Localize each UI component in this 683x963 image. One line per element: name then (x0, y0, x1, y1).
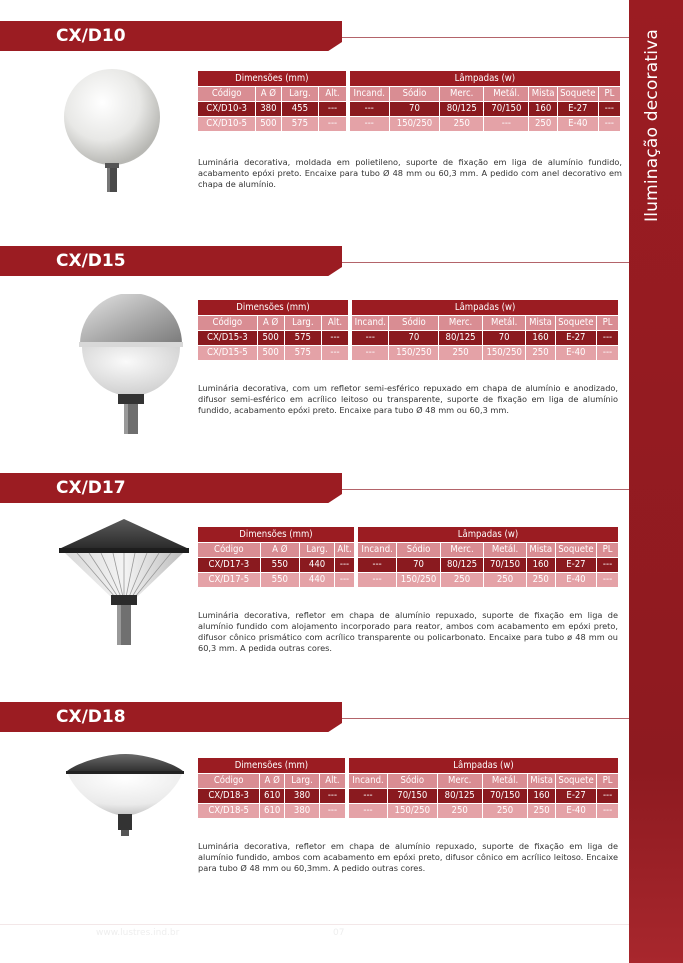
product-title: CX/D10 (56, 26, 126, 46)
cell: 160 (528, 788, 556, 803)
cell: 550 (260, 572, 299, 587)
product-description: Luminária decorativa, com um refletor semi-esférico repuxado em chapa de alumínio e anodizado, difusor semi-esférico em acrílico leitoso ou transparente, suporte de fixação em liga de alumínio fundido, acabamento epóxi preto. Encaixe para tubo Ø 48 mm ou 60,3 mm. (198, 383, 618, 415)
product-section-cx-d17 (0, 473, 629, 683)
cell: --- (320, 803, 346, 818)
col-header-codigo: Código (198, 542, 260, 557)
sidebar-title: Iluminação decorativa (642, 28, 662, 222)
cell: --- (597, 803, 619, 818)
col-header-width: Larg. (299, 542, 334, 557)
col-header-width: Larg. (284, 315, 321, 330)
cell: 380 (285, 803, 320, 818)
cell: 250 (440, 116, 484, 131)
col-header-pl: PL (597, 542, 619, 557)
col-header-incand: Incand. (352, 315, 389, 330)
cell: E-27 (556, 788, 597, 803)
cell: --- (348, 803, 387, 818)
col-header-mista: Mista (526, 542, 555, 557)
col-header-metal: Metál. (484, 542, 526, 557)
cell: --- (597, 557, 619, 572)
cell: --- (335, 557, 355, 572)
cell: --- (598, 116, 620, 131)
table-row (198, 116, 621, 131)
lamps-group-header: Lâmpadas (w) (349, 71, 620, 86)
cell: 455 (281, 101, 319, 116)
lamp-image-cone-prismatic (57, 517, 191, 645)
cell: CX/D15-3 (198, 330, 257, 345)
cell: --- (322, 330, 349, 345)
cell: --- (319, 116, 346, 131)
cell: 150/250 (388, 803, 437, 818)
cell: 575 (284, 330, 321, 345)
cell: 70/150 (388, 788, 437, 803)
cell: E-27 (555, 330, 597, 345)
banner-divider (342, 262, 629, 263)
col-header-incand: Incand. (348, 773, 387, 788)
cell: --- (348, 788, 387, 803)
cell: 250 (526, 345, 555, 360)
col-header-height: Alt. (320, 773, 346, 788)
cell: 150/250 (389, 116, 439, 131)
cell: E-27 (557, 101, 598, 116)
product-section-cx-d18 (0, 702, 629, 902)
banner-divider (342, 37, 629, 38)
cell: E-27 (555, 557, 596, 572)
cell: --- (322, 345, 349, 360)
cell: 70/150 (482, 788, 527, 803)
col-header-width: Larg. (285, 773, 320, 788)
cell: 575 (284, 345, 321, 360)
lamp-image-globe (62, 65, 162, 197)
col-header-width: Larg. (281, 86, 319, 101)
cell: 380 (256, 101, 281, 116)
col-header-codigo: Código (198, 86, 256, 101)
cell: 550 (260, 557, 299, 572)
product-description: Luminária decorativa, refletor em chapa de alumínio repuxado, suporte de fixação em liga de alumínio fundido, ambos com acabamento em epóxi preto, difusor cônico em acrílico leitoso. Encaixe para tubo Ø 48 mm ou 60,3mm. A pedido outras cores. (198, 841, 618, 873)
cell: 150/250 (397, 572, 440, 587)
cell: --- (320, 788, 346, 803)
cell: 160 (526, 330, 555, 345)
product-banner (0, 246, 342, 276)
cell: 500 (257, 330, 284, 345)
cell: --- (597, 572, 619, 587)
cell: --- (598, 101, 620, 116)
col-header-soquete: Soquete (555, 542, 596, 557)
dimensions-group-header: Dimensões (mm) (198, 71, 346, 86)
product-section-cx-d10 (0, 21, 629, 221)
cell: --- (349, 116, 389, 131)
col-header-sodio: Sódio (388, 773, 437, 788)
col-header-diameter: A Ø (256, 86, 281, 101)
dimensions-group-header: Dimensões (mm) (198, 300, 349, 315)
page-number: 07 (333, 928, 345, 938)
lamps-group-header: Lâmpadas (w) (357, 527, 618, 542)
cell: --- (335, 572, 355, 587)
cell: 70/150 (484, 101, 529, 116)
cell: 150/250 (482, 345, 526, 360)
cell: --- (597, 330, 619, 345)
table-row (198, 345, 619, 360)
col-header-pl: PL (597, 315, 619, 330)
col-header-sodio: Sódio (389, 86, 439, 101)
col-header-incand: Incand. (349, 86, 389, 101)
col-header-sodio: Sódio (397, 542, 440, 557)
cell: E-40 (555, 572, 596, 587)
banner-divider (342, 718, 629, 719)
cell: CX/D17-3 (198, 557, 260, 572)
cell: --- (357, 557, 396, 572)
cell: 250 (437, 803, 482, 818)
table-row (198, 101, 621, 116)
cell: 80/125 (437, 788, 482, 803)
cell: 250 (529, 116, 557, 131)
col-header-metal: Metál. (482, 315, 526, 330)
table-row (198, 572, 619, 587)
cell: 70 (397, 557, 440, 572)
footer-divider (0, 924, 629, 925)
col-header-soquete: Soquete (556, 773, 597, 788)
col-header-pl: PL (597, 773, 619, 788)
col-header-mista: Mista (528, 773, 556, 788)
spec-table (198, 527, 619, 588)
dimensions-group-header: Dimensões (mm) (198, 527, 354, 542)
cell: --- (484, 116, 529, 131)
cell: 70 (389, 101, 439, 116)
cell: 160 (529, 101, 557, 116)
cell: CX/D18-3 (198, 788, 260, 803)
col-header-soquete: Soquete (557, 86, 598, 101)
col-header-diameter: A Ø (260, 773, 285, 788)
col-header-sodio: Sódio (389, 315, 439, 330)
product-banner (0, 473, 342, 503)
col-header-metal: Metál. (482, 773, 527, 788)
product-title: CX/D18 (56, 707, 126, 727)
table-row (198, 330, 619, 345)
cell: --- (597, 345, 619, 360)
col-header-height: Alt. (319, 86, 346, 101)
cell: --- (357, 572, 396, 587)
cell: 250 (482, 803, 527, 818)
cell: CX/D18-5 (198, 803, 260, 818)
cell: E-40 (556, 803, 597, 818)
product-description: Luminária decorativa, moldada em polietileno, suporte de fixação em liga de alumínio fundido, acabamento epóxi preto. Encaixe para tubo Ø 48 mm ou 60,3 mm. A pedido com anel decorativo em chapa de alumínio. (198, 157, 622, 189)
cell: 610 (260, 788, 285, 803)
col-header-merc: Merc. (440, 542, 483, 557)
product-title: CX/D17 (56, 478, 126, 498)
cell: 250 (439, 345, 483, 360)
cell: E-40 (555, 345, 597, 360)
dimensions-group-header: Dimensões (mm) (198, 758, 345, 773)
spec-table (198, 758, 619, 819)
cell: 380 (285, 788, 320, 803)
spec-table (198, 71, 621, 132)
cell: --- (352, 330, 389, 345)
cell: CX/D17-5 (198, 572, 260, 587)
cell: --- (352, 345, 389, 360)
lamps-group-header: Lâmpadas (w) (352, 300, 619, 315)
product-title: CX/D15 (56, 251, 126, 271)
cell: 150/250 (389, 345, 439, 360)
cell: 250 (484, 572, 526, 587)
cell: --- (319, 101, 346, 116)
col-header-incand: Incand. (357, 542, 396, 557)
lamp-image-cone-opal (64, 752, 186, 836)
cell: CX/D15-5 (198, 345, 257, 360)
col-header-diameter: A Ø (257, 315, 284, 330)
cell: 500 (257, 345, 284, 360)
cell: 250 (526, 572, 555, 587)
table-row (198, 557, 619, 572)
cell: 250 (440, 572, 483, 587)
product-banner (0, 702, 342, 732)
cell: CX/D10-3 (198, 101, 256, 116)
cell: 575 (281, 116, 319, 131)
table-row (198, 788, 619, 803)
col-header-diameter: A Ø (260, 542, 299, 557)
lamp-image-semisphere (76, 294, 186, 434)
cell: 70 (389, 330, 439, 345)
col-header-mista: Mista (526, 315, 555, 330)
col-header-codigo: Código (198, 315, 257, 330)
cell: 80/125 (440, 557, 483, 572)
cell: 250 (528, 803, 556, 818)
cell: --- (349, 101, 389, 116)
cell: 500 (256, 116, 281, 131)
product-banner (0, 21, 342, 51)
col-header-pl: PL (598, 86, 620, 101)
col-header-soquete: Soquete (555, 315, 597, 330)
col-header-merc: Merc. (440, 86, 484, 101)
cell: E-40 (557, 116, 598, 131)
cell: 160 (526, 557, 555, 572)
table-row (198, 803, 619, 818)
product-description: Luminária decorativa, refletor em chapa de alumínio repuxado, suporte de fixação em liga de alumínio fundido com alojamento incorporado para reator, ambos com acabamento em epóxi preto, difusor cônico prismático com acrílico transparente ou policarbonato. Encaixe para tubo ø 48 mm ou 60,3 mm. A pedida outras cores. (198, 610, 618, 653)
cell: 80/125 (440, 101, 484, 116)
cell: 80/125 (439, 330, 483, 345)
lamps-group-header: Lâmpadas (w) (348, 758, 618, 773)
footer-website: www.lustres.ind.br (96, 928, 180, 938)
cell: 610 (260, 803, 285, 818)
col-header-merc: Merc. (437, 773, 482, 788)
cell: CX/D10-5 (198, 116, 256, 131)
col-header-height: Alt. (322, 315, 349, 330)
cell: 70/150 (484, 557, 526, 572)
col-header-height: Alt. (335, 542, 355, 557)
product-section-cx-d15 (0, 246, 629, 446)
banner-divider (342, 489, 629, 490)
col-header-codigo: Código (198, 773, 260, 788)
cell: 440 (299, 557, 334, 572)
col-header-metal: Metál. (484, 86, 529, 101)
cell: 440 (299, 572, 334, 587)
cell: --- (597, 788, 619, 803)
col-header-merc: Merc. (439, 315, 483, 330)
col-header-mista: Mista (529, 86, 557, 101)
cell: 70 (482, 330, 526, 345)
spec-table (198, 300, 619, 361)
